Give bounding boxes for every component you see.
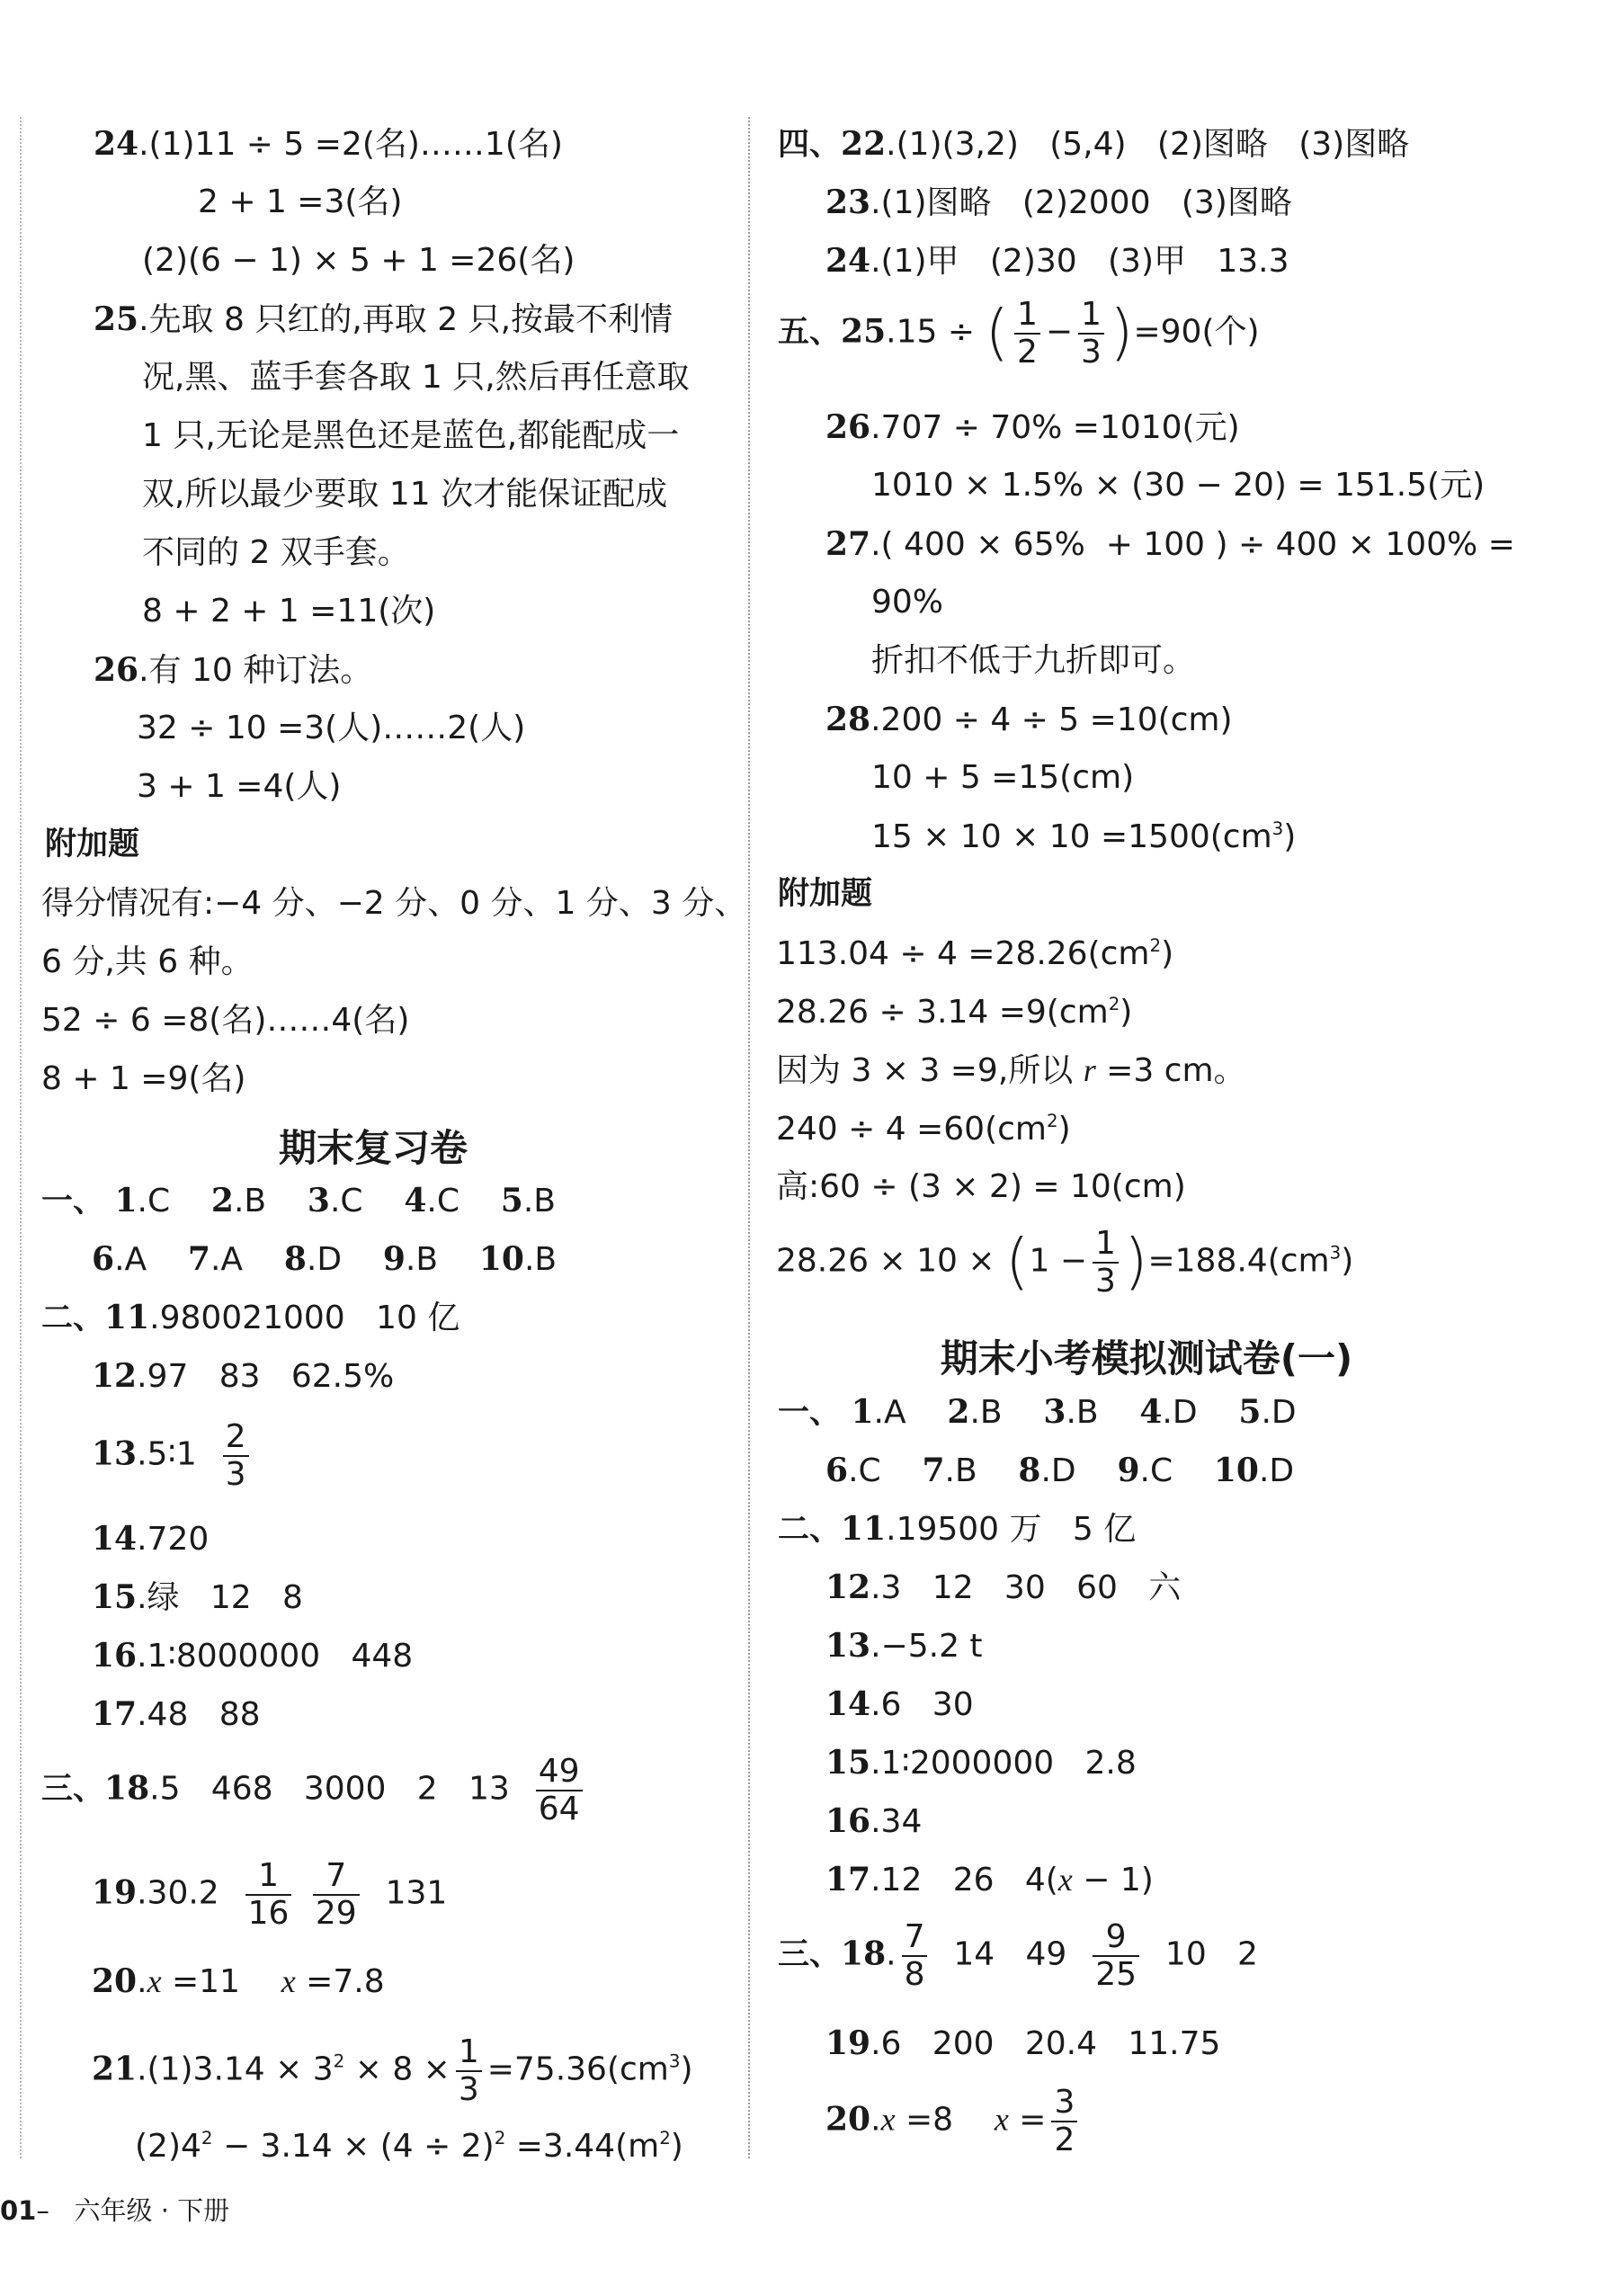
answer-22: 四、22.(1)(3,2) (5,4) (2)图略 (3)图略: [778, 125, 1410, 163]
final-answer-11: 二、11.980021000 10 亿: [41, 1299, 460, 1336]
bonus-left-line3: 52 ÷ 6 =8(名)……4(名): [41, 1002, 410, 1039]
column-divider: [748, 117, 750, 2158]
bonus-right-line2: $28.26 \div 3.14 =9(cm^2)$: [776, 993, 1133, 1031]
mock-answer-19: 19.6 200 20.4 11.75: [825, 2024, 1221, 2062]
fraction: $\frac{1}{3}$: [456, 2034, 482, 2107]
answer-25-right: 五、25.15 ÷ ( $\frac{1}{2}$ − $\frac{1}{3}$ )=90(个): [778, 296, 1260, 371]
choice-answer: 5.B: [500, 1182, 556, 1219]
answer-25-line3: 1 只,无论是黑色还是蓝色,都能配成一: [142, 417, 680, 454]
mock-answer-15: 15.1∶2000000 2.8: [825, 1744, 1137, 1782]
bonus-left-line1: 得分情况有:−4 分、−2 分、0 分、1 分、3 分、: [41, 885, 747, 922]
final-answer-18: 三、18.5 468 3000 2 13 $\frac{49}{64}$: [41, 1754, 588, 1827]
choice-answer: 10.B: [478, 1240, 558, 1278]
choice-answer: 3.B: [1043, 1393, 1099, 1431]
mock-answer-13: 13.−5.2 t: [825, 1627, 983, 1665]
mock-answer-12: 12.3 12 30 60 六: [825, 1568, 1182, 1606]
answer-25-line1: 25.先取 8 只红的,再取 2 只,按最不利情: [94, 300, 674, 338]
answer-26-right-line2: 1010 × 1.5% × (30 − 20) = 151.5(元): [871, 467, 1485, 504]
mock-answer-18: 三、18. $\frac{7}{8}$ 14 49 $\frac{9}{25}$ 10 2: [778, 1918, 1258, 1993]
choice-answer: 4.C: [404, 1182, 459, 1219]
choice-answer: 3.C: [307, 1182, 363, 1219]
mock-answer-11: 二、11.19500 万 5 亿: [778, 1510, 1137, 1548]
choice-answer: 1.C: [114, 1182, 171, 1219]
final-answer-16: 16.1∶8000000 448: [92, 1637, 414, 1675]
answer-27-line1: 27.( 400 × 65% + 100 ) ÷ 400 × 100% =: [825, 525, 1515, 563]
answer-26-right-line1: 26.707 ÷ 70% =1010(元): [825, 408, 1240, 446]
final-answer-21-line1: $21.(1)3.14 \times 3^2 \times 8$ × $\frac{1}{3}$ $=75.36(cm^3)$: [92, 2033, 693, 2108]
final-answer-19: 19.30.2 $\frac{1}{16}$ $\frac{7}{29}$ 131: [92, 1857, 448, 1932]
choice-answer: 9.C: [1117, 1452, 1173, 1489]
choice-answer: 6.C: [825, 1452, 881, 1489]
fraction: $\frac{1}{3}$: [1078, 297, 1104, 370]
answer-24-line2: 2 + 1 =3(名): [198, 183, 403, 220]
fraction: $\frac{1}{3}$: [1093, 1226, 1119, 1299]
choice-answer: 8.D: [283, 1240, 343, 1278]
fraction: $\frac{1}{16}$: [245, 1858, 292, 1931]
fraction: $\frac{7}{29}$: [313, 1858, 360, 1931]
choice-answer: 2.B: [210, 1182, 267, 1219]
final-answer-14: 14.720: [92, 1520, 210, 1558]
fraction: $\frac{49}{64}$: [536, 1754, 583, 1827]
choice-answer: 7.B: [922, 1452, 977, 1489]
final-section1-row2: [92, 1240, 558, 1278]
final-section1-row1: 一、 1.C 2.B 3.C 4.C 5.B: [41, 1182, 556, 1219]
answer-28-line1: 28.200 ÷ 4 ÷ 5 =10(cm): [825, 701, 1233, 738]
final-answer-20: 20.x =11 x =7.8: [92, 1962, 385, 2000]
page-footer: 01– 六年级 · 下册: [0, 2195, 230, 2226]
final-answer-12: 12.97 83 62.5%: [92, 1357, 395, 1395]
bonus-heading-left: 附加题: [45, 826, 140, 862]
choice-answer: 5.D: [1238, 1393, 1297, 1431]
mock-test-title: 期末小考模拟测试卷(一): [940, 1336, 1353, 1380]
choice-answer: 2.B: [947, 1393, 1003, 1431]
mock-answer-20: 20.x =8 x = $\frac{3}{2}$: [825, 2085, 1083, 2158]
page-number: 01: [0, 2195, 37, 2226]
bonus-right-line5: 高:60 ÷ (3 × 2) = 10(cm): [776, 1168, 1186, 1205]
fraction: $\frac{2}{3}$: [223, 1419, 249, 1492]
choice-answer: 6.A: [92, 1240, 147, 1278]
answer-23: 23.(1)图略 (2)2000 (3)图略: [825, 183, 1292, 221]
final-answer-13: 13.5∶1 $\frac{2}{3}$: [92, 1419, 254, 1492]
fraction: $\frac{1}{2}$: [1014, 297, 1040, 370]
answer-24-line3: (2)(6 − 1) × 5 + 1 =26(名): [142, 242, 575, 279]
answer-25-line6: 8 + 2 + 1 =11(次): [142, 593, 436, 630]
final-answer-15: 15.绿 12 8: [92, 1578, 303, 1616]
fraction: $\frac{3}{2}$: [1051, 2085, 1077, 2158]
choice-answer: 4.D: [1139, 1393, 1198, 1431]
mock-section1-row1: 一、 1.A 2.B 3.B 4.D 5.D: [778, 1393, 1297, 1431]
final-answer-21-line2: $(2)4^2 - 3.14 \times (4 \div 2)^2 =3.44(m^2)$: [135, 2127, 683, 2165]
choice-answer: 8.D: [1018, 1452, 1076, 1489]
answer-26-line3: 3 + 1 =4(人): [137, 768, 342, 805]
bonus-right-line6: 28.26 × 10 × (1 − $\frac{1}{3}$ )$=188.4(cm^3)$: [776, 1225, 1354, 1300]
bonus-right-line1: $113.04 \div 4 =28.26(cm^2)$: [776, 934, 1174, 972]
answer-24-right: 24.(1)甲 (2)30 (3)甲 13.3: [825, 242, 1289, 280]
mock-answer-14: 14.6 30: [825, 1685, 974, 1723]
final-review-title: 期末复习卷: [278, 1126, 468, 1170]
bonus-right-line4: $240 \div 4 =60(cm^2)$: [776, 1110, 1071, 1148]
choice-answer: 1.A: [851, 1393, 906, 1431]
answer-28-line3: $15 \times 10 \times 10 =1500(cm^3)$: [871, 817, 1297, 855]
bonus-heading-right: 附加题: [778, 876, 873, 912]
answer-28-line2: 10 + 5 =15(cm): [871, 759, 1135, 796]
grade-label: 六年级 · 下册: [74, 2195, 230, 2226]
answer-24-line1: 24.(1)11 ÷ 5 =2(名)……1(名): [94, 125, 563, 163]
final-answer-17: 17.48 88: [92, 1695, 261, 1733]
mock-answer-17: 17.12 26 4(x − 1): [825, 1861, 1154, 1898]
answer-27-line2: 90%: [871, 584, 944, 621]
answer-26-line2: 32 ÷ 10 =3(人)……2(人): [137, 710, 526, 746]
bonus-left-line2: 6 分,共 6 种。: [41, 943, 254, 980]
choice-answer: 7.A: [187, 1240, 244, 1278]
answer-26-line1: 26.有 10 种订法。: [94, 651, 373, 689]
answer-25-line2: 况,黑、蓝手套各取 1 只,然后再任意取: [142, 359, 690, 396]
answer-25-line5: 不同的 2 双手套。: [142, 534, 410, 571]
choice-answer: 10.D: [1213, 1452, 1295, 1489]
fraction: $\frac{7}{8}$: [902, 1919, 928, 1992]
bonus-left-line4: 8 + 1 =9(名): [41, 1060, 246, 1097]
mock-answer-16: 16.34: [825, 1802, 923, 1840]
choice-answer: 9.B: [382, 1240, 439, 1278]
answer-25-line4: 双,所以最少要取 11 次才能保证配成: [142, 476, 668, 513]
bonus-right-line3: 因为 3 × 3 =9,所以 r =3 cm。: [776, 1052, 1246, 1089]
mock-section1-row2: [825, 1454, 1294, 1487]
answer-27-line3: 折扣不低于九折即可。: [871, 642, 1196, 679]
fraction: $\frac{9}{25}$: [1093, 1919, 1139, 1992]
